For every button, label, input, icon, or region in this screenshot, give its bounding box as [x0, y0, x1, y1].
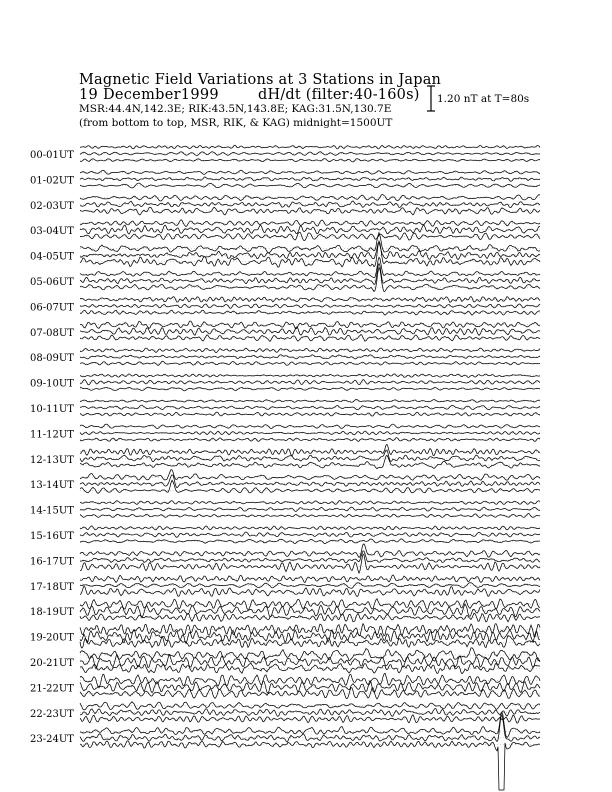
hour-label: 06-07UT	[30, 302, 74, 314]
hour-label: 08-09UT	[30, 353, 74, 365]
trace-rik-line	[80, 177, 540, 182]
trace-msr-line	[80, 310, 540, 315]
hour-label: 04-05UT	[30, 251, 74, 263]
hour-label: 17-18UT	[30, 581, 74, 593]
trace-kag-line	[80, 648, 540, 662]
trace-kag-line	[80, 170, 540, 174]
trace-rik-line	[80, 551, 540, 563]
trace-kag-line	[80, 348, 540, 353]
trace-kag-line	[80, 470, 540, 481]
station-coordinates: MSR:44.4N,142.3E; RIK:43.5N,143.8E; KAG:31.5N,130.7E	[79, 103, 392, 115]
trace-rik-line	[80, 475, 540, 488]
hour-label: 11-12UT	[30, 429, 74, 441]
hour-label: 07-08UT	[30, 327, 74, 339]
trace-kag-line	[80, 712, 540, 737]
hour-label: 03-04UT	[30, 226, 74, 238]
trace-msr-line	[80, 232, 540, 241]
trace-msr-line	[80, 741, 540, 790]
hour-label: 22-23UT	[30, 708, 74, 720]
hour-label: 18-19UT	[30, 607, 74, 619]
hour-label: 16-17UT	[30, 556, 74, 568]
hour-label: 13-14UT	[30, 480, 74, 492]
trace-kag-line	[80, 400, 540, 403]
trace-msr-line	[80, 554, 540, 573]
trace-rik-line	[80, 431, 540, 435]
trace-msr-line	[80, 455, 540, 468]
scale-bar-label: 1.20 nT at T=80s	[437, 93, 530, 105]
trace-rik-line	[80, 507, 540, 511]
trace-rik-line	[80, 201, 540, 208]
hour-label: 20-21UT	[30, 658, 74, 669]
hour-label: 12-13UT	[30, 454, 74, 466]
hour-label: 23-24UT	[30, 734, 74, 746]
hour-label: 10-11UT	[30, 404, 74, 415]
hour-label: 19-20UT	[30, 632, 74, 644]
trace-msr-line	[80, 159, 540, 162]
station-order-note: (from bottom to top, MSR, RIK, & KAG) midnight=1500UT	[79, 117, 393, 129]
trace-kag-line	[80, 544, 540, 558]
trace-msr-line	[80, 586, 540, 596]
trace-msr-line	[80, 361, 540, 365]
hour-label: 02-03UT	[30, 200, 74, 212]
hour-label: 05-06UT	[30, 277, 74, 288]
trace-msr-line	[80, 688, 540, 699]
trace-msr-line	[80, 480, 540, 493]
trace-kag-line	[80, 374, 540, 378]
trace-rik-line	[80, 304, 540, 308]
chart-title: Magnetic Field Variations at 3 Stations in Japan	[79, 72, 442, 88]
trace-kag-line	[80, 444, 540, 456]
hour-label: 14-15UT	[30, 505, 74, 517]
hour-label: 00-01UT	[30, 150, 74, 161]
trace-rik-line	[80, 225, 540, 234]
hour-label: 01-02UT	[30, 175, 74, 187]
trace-rik-line	[80, 243, 540, 260]
hour-label: 09-10UT	[30, 378, 74, 390]
hour-label: 21-22UT	[30, 683, 74, 695]
trace-kag-line	[80, 624, 540, 637]
trace-rik-line	[80, 355, 540, 359]
hour-label: 15-16UT	[30, 531, 74, 542]
chart-mode: dH/dt (filter:40-160s)	[258, 87, 420, 103]
trace-kag-line	[80, 233, 540, 253]
chart-date: 19 December1999	[79, 87, 219, 103]
trace-msr-line	[80, 183, 540, 188]
trace-msr-line	[80, 663, 540, 674]
trace-msr-line	[80, 514, 540, 518]
